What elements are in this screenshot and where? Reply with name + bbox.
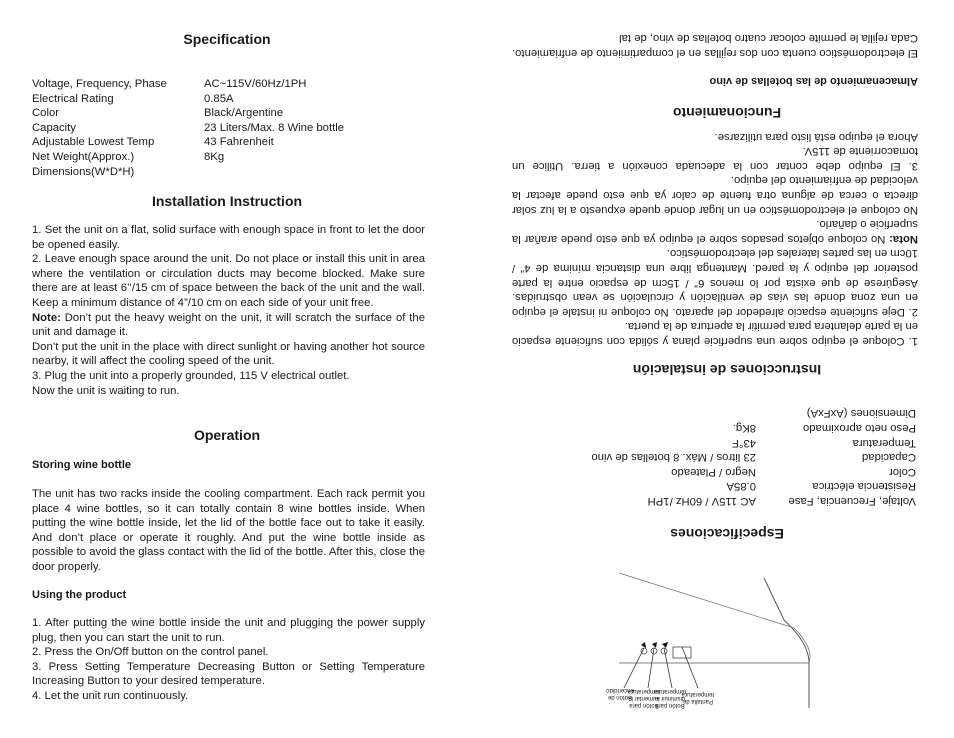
spec-row-es: Peso neto aproximado 8Kg. <box>732 422 916 435</box>
control-panel-drawing <box>604 568 824 738</box>
spec-row: Net Weight(Approx.) 8Kg <box>32 150 225 163</box>
caption-power-button: Botón de encendido <box>606 687 634 700</box>
almacenamiento-body: El electrodoméstico cuenta con dos rejillas en el compartimiento de enfriamiento. Cada rejilla le permite colocar cuatro botellas de vino, de tal <box>512 32 918 59</box>
especificaciones-heading: Especificaciones <box>670 526 784 542</box>
inst-note-es: Nota: No coloque objetos pesados sobre el equipo ya que esto puede arañar la superficie o dañarlo. <box>512 218 918 245</box>
using-step-2: 2. Press the On/Off button on the control panel. <box>32 646 269 659</box>
spec-row-es: Temperatura 43°F <box>732 436 916 449</box>
spec-row-es: Voltaje, Frecuencia, Fase AC 115V / 60Hz /1PH <box>647 495 916 507</box>
instalacion-body <box>512 129 918 348</box>
spanish-page-rotated <box>477 0 954 738</box>
nota-label: Nota: <box>889 232 918 245</box>
control-panel-diagram <box>604 568 824 738</box>
inst-step-2-es: 2. Deje suficiente espacio alrededor del aparato. No coloque ni instale el equipo en una zona donde las vías de ventilación y circulación se vean obstruidas. Asegúrese de que exista por lo menos 6” / 15cm de espacio entre la parte posterior del equipo y la pared. Mantenga libre una distancia mínima de 4” / 10cm en las partes laterales del electrodoméstico. <box>512 247 918 318</box>
inst-step-3-es: 3. El equipo debe contar con la adecuada conexión a tierra. Utilice un tomacorriente de 115V. <box>512 145 918 172</box>
inst-sunlight-es: No coloque el electrodoméstico en un lugar donde quede expuesto a la luz solar directa o cerca de alguna otra fuente de calor ya que esto puede afectar la velocidad de enfriamiento del equipo. <box>512 174 918 216</box>
using-step-1: 1. After putting the wine bottle inside the unit and plugging the power supply plug, then you can start the unit to run. <box>32 617 425 644</box>
spec-row-es: Capacidad 23 litros / Máx. 8 botellas de vino <box>591 451 916 464</box>
funcionamiento-heading: Funcionamiento <box>672 105 782 121</box>
install-step-2: 2. Leave enough space around the unit. Do not place or install this unit in area where the ventilation or circulation ducts may become blocked. Make sure there are at least 6’’/15 cm of space between the back of the unit and the wall. Keep a minimum distance of 4”/10 cm on each side of your unit free. <box>32 253 425 309</box>
spec-row-es: Resistencia eléctrica 0.85A <box>726 480 916 493</box>
install-step-3: 3. Plug the unit into a properly grounded, 115 V electrical outlet. <box>32 369 350 382</box>
install-waiting: Now the unit is waiting to run. <box>32 384 180 397</box>
spec-row: Voltage, Frequency, Phase AC~115V/60Hz/1PH <box>32 78 307 90</box>
install-note: Note: Don’t put the heavy weight on the unit, it will scratch the surface of the unit and damage it. <box>32 311 425 339</box>
spec-row: Color Black/Argentine <box>32 107 284 120</box>
spec-row-es: Dimensiones (AxFxA) <box>806 407 916 420</box>
using-body <box>32 616 425 704</box>
install-step-1: 1. Set the unit on a flat, solid surface with enough space in front to let the door be opened easily. <box>32 224 425 251</box>
storing-body: The unit has two racks inside the cooling compartment. Each rack permit you place 4 wine bottles, so it can totally contain 8 wine bottles inside. When putting the wine bottle inside, let the lid of the bottle face out to take it easily. And don’t place or operate it roughly. And put the wine bottle inside as possible to avoid the glass contact with the lid of the bottle. After this, close the door properly. <box>32 488 425 573</box>
almacenamiento-heading: Almacenamiento de las botellas de vino <box>709 75 918 87</box>
using-heading: Using the product <box>32 589 127 601</box>
inst-step-1-es: 1. Coloque el equipo sobre una superficie plana y sólida con suficiente espacio en la parte delantera para permitir la apertura de la puerta. <box>512 320 918 347</box>
spec-row: Capacity 23 Liters/Max. 8 Wine bottle <box>32 121 345 134</box>
specification-heading: Specification <box>183 31 271 47</box>
spec-row: Dimensions(W*D*H) <box>32 165 135 178</box>
installation-heading: Installation Instruction <box>151 193 303 209</box>
using-step-4: 4. Let the unit run continuously. <box>32 689 189 702</box>
spec-row: Electrical Rating 0.85A <box>32 92 234 105</box>
storing-heading: Storing wine bottle <box>32 459 131 471</box>
operation-heading: Operation <box>193 427 261 443</box>
installation-body <box>32 223 425 398</box>
spec-row-es: Color Negro / Plateado <box>671 465 916 478</box>
note-label: Note: <box>32 311 61 324</box>
install-sunlight: Don’t put the unit in the place with direct sunlight or having another hot source nearby, it will affect the cooling speed of the unit. <box>32 340 425 368</box>
spec-row: Adjustable Lowest Temp 43 Fahrenheit <box>32 136 274 149</box>
spec-table <box>32 77 452 179</box>
instalacion-heading: Instrucciones de instalación <box>632 362 822 378</box>
caption-temperature-screen: Pantalla de temperatura <box>681 691 715 704</box>
caption-decrease-button: Botón para disminuir la temperatura <box>653 688 687 708</box>
caption-increase-button: Botón para aumentar la temperatura <box>627 688 661 708</box>
spec-table-es <box>496 406 916 508</box>
using-step-3: 3. Press Setting Temperature Decreasing Button or Setting Temperature Increasing Button to your desired temperature. <box>32 660 425 688</box>
inst-ready-es: Ahora el equipo está listo para utilizarse. <box>714 130 918 143</box>
